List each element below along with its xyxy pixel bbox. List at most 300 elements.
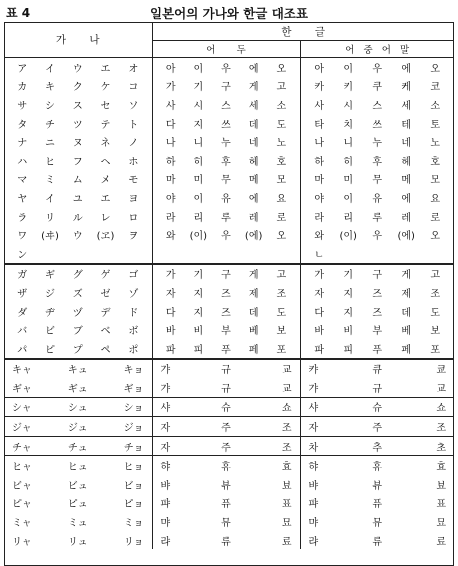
cell-char: 게 <box>401 270 412 282</box>
cell-char: 고 <box>276 82 287 94</box>
cell-char: 조 <box>281 423 292 435</box>
cell-char: キ <box>44 82 55 94</box>
cell-char: ミ <box>44 175 55 187</box>
hangul-medial-final-cell <box>300 417 454 437</box>
cell-char: 바 <box>165 326 176 338</box>
cell-char: 푸 <box>221 344 231 356</box>
hangul-initial-cell <box>152 132 300 151</box>
cell-char: 에 <box>401 193 412 205</box>
hangul-initial-cell <box>152 283 300 302</box>
cell-char: 메 <box>248 175 259 187</box>
hangul-initial-cell <box>152 207 300 226</box>
cell-char: ビョ <box>123 480 144 492</box>
table-row <box>4 225 454 244</box>
cell-char: 베 <box>248 326 259 338</box>
kana-cell <box>4 264 152 284</box>
cell-char: 루 <box>372 212 383 224</box>
cell-char: ン <box>17 249 28 261</box>
kana-cell <box>4 531 152 550</box>
table-body <box>4 58 454 550</box>
cell-char: 규 <box>221 365 231 377</box>
cell-char: ピュ <box>67 499 88 511</box>
table-row <box>4 397 454 417</box>
cell-char: 효 <box>436 462 446 474</box>
cell-char: 모 <box>430 175 441 187</box>
cell-char: 와 <box>165 231 176 243</box>
cell-char: 치 <box>343 119 354 131</box>
kana-cell <box>4 77 152 96</box>
cell-char: ミャ <box>12 518 32 530</box>
cell-char: 뷰 <box>372 480 383 492</box>
hangul-medial-final-cell <box>300 225 454 244</box>
cell-char: 히 <box>343 156 354 168</box>
cell-char: ラ <box>17 212 28 224</box>
cell-char: 퓨 <box>221 499 231 511</box>
cell-char: ペ <box>100 344 111 356</box>
cell-char: ホ <box>128 156 139 168</box>
cell-char: 후 <box>372 156 383 168</box>
cell-char: 구 <box>221 270 231 282</box>
cell-char: ユ <box>72 193 83 205</box>
cell-char: 비 <box>193 326 204 338</box>
cell-char: エ <box>100 63 111 75</box>
cell-char: ジョ <box>123 423 144 435</box>
kana-cell <box>4 151 152 170</box>
cell-char: (이) <box>339 231 357 243</box>
cell-char <box>423 246 448 261</box>
cell-char: 묘 <box>281 518 292 530</box>
table-row <box>4 114 454 133</box>
kana-cell <box>4 494 152 513</box>
cell-char: ケ <box>100 82 111 94</box>
cell-char: 샤 <box>160 403 171 415</box>
cell-char: ズ <box>72 288 83 300</box>
cell-char: 나 <box>314 138 325 150</box>
cell-char: ヘ <box>100 156 111 168</box>
cell-char: 기 <box>193 82 204 94</box>
cell-char: 햐 <box>308 462 319 474</box>
cell-char: 뮤 <box>372 518 383 530</box>
cell-char: 데 <box>401 307 412 319</box>
cell-char: 큐 <box>372 365 383 377</box>
cell-char: 료 <box>436 536 446 548</box>
cell-char: 제 <box>401 288 412 300</box>
cell-char: 헤 <box>248 156 259 168</box>
cell-char: 차 <box>308 442 319 454</box>
cell-char: リ <box>44 212 55 224</box>
table-row <box>4 339 454 359</box>
kana-cell <box>4 359 152 379</box>
cell-char: シ <box>44 100 55 112</box>
cell-char: ダ <box>17 307 28 319</box>
cell-char: 가 <box>165 82 176 94</box>
cell-char: 랴 <box>160 536 171 548</box>
cell-char: 마 <box>165 175 176 187</box>
cell-char: 사 <box>314 100 325 112</box>
hangul-initial-cell <box>152 339 300 359</box>
cell-char: 추 <box>372 442 383 454</box>
cell-char: 슈 <box>221 403 231 415</box>
cell-char: シュ <box>67 403 88 415</box>
cell-char: 즈 <box>372 288 383 300</box>
cell-char: モ <box>128 175 139 187</box>
cell-char: ビャ <box>12 480 32 492</box>
cell-char: 먀 <box>308 518 319 530</box>
cell-char: 구 <box>372 270 383 282</box>
hangul-initial-cell <box>152 58 300 77</box>
cell-char <box>336 246 361 261</box>
cell-char: 비 <box>343 326 354 338</box>
cell-char: プ <box>72 344 83 356</box>
cell-char: 자 <box>165 288 176 300</box>
cell-char: 가 <box>165 270 176 282</box>
cell-char: 니 <box>193 138 204 150</box>
cell-char: 코 <box>430 82 441 94</box>
cell-char: 자 <box>314 288 325 300</box>
cell-char: 자 <box>308 423 319 435</box>
cell-char: 지 <box>193 307 204 319</box>
kana-cell <box>4 436 152 456</box>
cell-char: ベ <box>100 326 111 338</box>
cell-char: 루 <box>221 212 231 224</box>
cell-char: 휴 <box>221 462 231 474</box>
cell-char: 오 <box>276 63 287 75</box>
cell-char: 쇼 <box>436 403 446 415</box>
cell-char: 로 <box>430 212 441 224</box>
cell-char <box>121 246 145 261</box>
cell-char: 교 <box>281 383 292 395</box>
cell-char: ヌ <box>72 138 83 150</box>
cell-char: ジュ <box>67 423 88 435</box>
table-row <box>4 132 454 151</box>
cell-char: 야 <box>314 193 325 205</box>
cell-char: ショ <box>123 403 144 415</box>
cell-char: タ <box>17 119 28 131</box>
cell-char: ノ <box>128 138 139 150</box>
hangul-initial-cell <box>152 531 300 550</box>
cell-char: ツ <box>72 119 83 131</box>
table-row <box>4 188 454 207</box>
cell-char: 와 <box>314 231 325 243</box>
hangul-medial-final-cell <box>300 475 454 494</box>
cell-char: 주 <box>221 442 231 454</box>
cell-char: ヂ <box>44 307 55 319</box>
cell-char: 오 <box>276 231 287 243</box>
cell-char: ワ <box>17 231 28 243</box>
cell-char: 데 <box>248 119 259 131</box>
cell-char: キョ <box>123 365 144 377</box>
cell-char: 갸 <box>160 365 171 377</box>
cell-char: 호 <box>276 156 287 168</box>
cell-char: 포 <box>276 344 287 356</box>
cell-char: 아 <box>314 63 325 75</box>
kana-cell <box>4 188 152 207</box>
cell-char: 요 <box>430 193 441 205</box>
hangul-initial-cell <box>152 114 300 133</box>
cell-char: 네 <box>401 138 412 150</box>
cell-char: 조 <box>430 288 441 300</box>
table-row <box>4 359 454 379</box>
cell-char: 미 <box>193 175 204 187</box>
cell-char: 갸 <box>160 383 171 395</box>
cell-char: 스 <box>221 100 231 112</box>
table-row <box>4 512 454 531</box>
cell-char: ヒュ <box>67 462 88 474</box>
table-row <box>4 170 454 189</box>
cell-char: 보 <box>276 326 287 338</box>
cell-char: 라 <box>314 212 325 224</box>
hangul-initial-cell <box>152 397 300 417</box>
cell-char: 파 <box>314 344 325 356</box>
cell-char: 로 <box>276 212 287 224</box>
cell-char: (ヱ) <box>96 231 115 243</box>
cell-char: 니 <box>343 138 354 150</box>
cell-char: 자 <box>160 423 171 435</box>
cell-char: 무 <box>221 175 231 187</box>
cell-char: 보 <box>430 326 441 338</box>
hangul-initial-cell <box>152 151 300 170</box>
cell-char: リャ <box>12 536 32 548</box>
cell-char: 뵤 <box>281 480 292 492</box>
cell-char: ゼ <box>100 288 111 300</box>
cell-char: 즈 <box>372 307 383 319</box>
cell-char: 표 <box>436 499 446 511</box>
table-row <box>4 95 454 114</box>
kana-cell <box>4 58 152 77</box>
cell-char: ザ <box>17 288 28 300</box>
cell-char: 먀 <box>160 518 171 530</box>
table-row <box>4 436 454 456</box>
hangul-initial-cell <box>152 378 300 397</box>
cell-char: 도 <box>276 307 287 319</box>
cell-char: 하 <box>165 156 176 168</box>
cell-char: ポ <box>128 344 139 356</box>
kana-cell <box>4 339 152 359</box>
cell-char: 휴 <box>372 462 383 474</box>
cell-char: 야 <box>165 193 176 205</box>
hangul-medial-final-cell <box>300 378 454 397</box>
table-row <box>4 151 454 170</box>
cell-char: 퍄 <box>160 499 171 511</box>
kana-cell <box>4 475 152 494</box>
cell-char: 유 <box>221 193 231 205</box>
cell-char: ヲ <box>128 231 139 243</box>
cell-char: 초 <box>436 442 446 454</box>
cell-char: 표 <box>281 499 292 511</box>
hangul-initial-cell <box>152 475 300 494</box>
table-row <box>4 264 454 284</box>
cell-char: カ <box>17 82 28 94</box>
cell-char: ソ <box>128 100 139 112</box>
cell-char: 샤 <box>308 403 319 415</box>
hangul-medial-final-cell <box>300 283 454 302</box>
cell-char: 뵤 <box>436 480 446 492</box>
cell-char: 케 <box>401 82 412 94</box>
cell-char: 페 <box>401 344 412 356</box>
hangul-initial-cell <box>152 417 300 437</box>
cell-char: (이) <box>189 231 208 243</box>
cell-char: 고 <box>276 270 287 282</box>
hangul-medial-final-cell <box>300 531 454 550</box>
cell-char: 기 <box>193 270 204 282</box>
cell-char: キャ <box>12 365 32 377</box>
kana-cell <box>4 95 152 114</box>
cell-char: 다 <box>314 307 325 319</box>
cell-char: 피 <box>193 344 204 356</box>
cell-char: キュ <box>67 365 88 377</box>
cell-char: ゾ <box>128 288 139 300</box>
hangul-medial-final-cell <box>300 188 454 207</box>
cell-char: ヒョ <box>123 462 144 474</box>
cell-char: 게 <box>248 270 259 282</box>
hangul-medial-final-cell <box>300 397 454 417</box>
header-word-initial: 어 두 <box>152 41 300 58</box>
hangul-initial-cell <box>152 77 300 96</box>
cell-char: チャ <box>12 442 32 454</box>
cell-char: ス <box>72 100 83 112</box>
kana-cell <box>4 378 152 397</box>
cell-char: (에) <box>397 231 415 243</box>
hangul-medial-final-cell <box>300 302 454 321</box>
cell-char: ピャ <box>12 499 32 511</box>
hangul-initial-cell <box>152 494 300 513</box>
cell-char: 쓰 <box>221 119 231 131</box>
cell-char: チョ <box>123 442 144 454</box>
cell-char: 뮤 <box>221 518 231 530</box>
cell-char: 누 <box>372 138 383 150</box>
hangul-initial-cell <box>152 512 300 531</box>
cell-char: 카 <box>314 82 325 94</box>
cell-char: 우 <box>372 231 383 243</box>
cell-char: 타 <box>314 119 325 131</box>
cell-char: ヤ <box>17 193 28 205</box>
cell-char: ギ <box>44 270 55 282</box>
hangul-medial-final-cell <box>300 494 454 513</box>
cell-char: 레 <box>401 212 412 224</box>
cell-char: 무 <box>372 175 383 187</box>
cell-char: 마 <box>314 175 325 187</box>
cell-char: ピ <box>44 344 55 356</box>
hangul-initial-cell <box>152 302 300 321</box>
hangul-initial-cell <box>152 456 300 475</box>
kana-cell <box>4 283 152 302</box>
table-title: 일본어의 가나와 한글 대조표 <box>150 6 308 21</box>
cell-char: 파 <box>165 344 176 356</box>
cell-char: 쿠 <box>372 82 383 94</box>
cell-char: 뷰 <box>221 480 231 492</box>
cell-char: メ <box>100 175 111 187</box>
cell-char: 슈 <box>372 403 383 415</box>
kana-cell <box>4 170 152 189</box>
cell-char: 사 <box>165 100 176 112</box>
cell-char: 스 <box>372 100 383 112</box>
hangul-medial-final-cell <box>300 151 454 170</box>
cell-char: 세 <box>248 100 259 112</box>
table-row <box>4 417 454 437</box>
cell-char: イ <box>44 193 55 205</box>
cell-char: 노 <box>430 138 441 150</box>
cell-char: ル <box>72 212 83 224</box>
cell-char: ロ <box>128 212 139 224</box>
cell-char: 라 <box>165 212 176 224</box>
cell-char: 에 <box>401 63 412 75</box>
table-row <box>4 207 454 226</box>
hangul-medial-final-cell <box>300 77 454 96</box>
cell-char: 모 <box>276 175 287 187</box>
cell-char: 누 <box>221 138 231 150</box>
table-row <box>4 77 454 96</box>
header-word-medial-final: 어 중 어 말 <box>300 41 454 58</box>
cell-char: ド <box>128 307 139 319</box>
cell-char: エ <box>100 193 111 205</box>
cell-char: 미 <box>343 175 354 187</box>
cell-char: 오 <box>430 63 441 75</box>
cell-char <box>365 246 390 261</box>
cell-char: ヒ <box>44 156 55 168</box>
cell-char: 규 <box>372 383 383 395</box>
cell-char: ハ <box>17 156 28 168</box>
cell-char: ヨ <box>128 193 139 205</box>
cell-char: ナ <box>17 138 28 150</box>
kana-cell <box>4 207 152 226</box>
cell-char: 묘 <box>436 518 446 530</box>
cell-char: 후 <box>221 156 231 168</box>
cell-char: 즈 <box>221 307 231 319</box>
cell-char: 노 <box>276 138 287 150</box>
kana-cell <box>4 302 152 321</box>
cell-char: 포 <box>430 344 441 356</box>
kana-cell <box>4 132 152 151</box>
kana-cell <box>4 417 152 437</box>
hangul-medial-final-cell <box>300 95 454 114</box>
cell-char: フ <box>72 156 83 168</box>
hangul-medial-final-cell <box>300 436 454 456</box>
cell-char: ム <box>72 175 83 187</box>
cell-char: 퓨 <box>372 499 383 511</box>
cell-char: 제 <box>248 288 259 300</box>
cell-char: 지 <box>193 288 204 300</box>
cell-char: 규 <box>221 383 231 395</box>
hangul-initial-cell <box>152 436 300 456</box>
hangul-medial-final-cell <box>300 58 454 77</box>
kana-cell <box>4 456 152 475</box>
cell-char: 쇼 <box>281 403 292 415</box>
cell-char: 테 <box>401 119 412 131</box>
hangul-medial-final-cell <box>300 264 454 284</box>
cell-char: マ <box>17 175 28 187</box>
table-row <box>4 531 454 550</box>
cell-char: 하 <box>314 156 325 168</box>
cell-char: 리 <box>193 212 204 224</box>
cell-char: グ <box>72 270 83 282</box>
cell-char: ㄴ <box>314 249 325 261</box>
cell-char: 구 <box>221 82 231 94</box>
hangul-medial-final-cell <box>300 170 454 189</box>
hangul-initial-cell <box>152 244 300 264</box>
cell-char <box>38 246 62 261</box>
cell-char: ピョ <box>123 499 144 511</box>
cell-char: 오 <box>430 231 441 243</box>
cell-char: 햐 <box>160 462 171 474</box>
cell-char: 호 <box>430 156 441 168</box>
cell-char: 키 <box>343 82 354 94</box>
cell-char: 히 <box>193 156 204 168</box>
cell-char: 료 <box>281 536 292 548</box>
cell-char: 헤 <box>401 156 412 168</box>
cell-char: 이 <box>193 193 204 205</box>
cell-char: 주 <box>372 423 383 435</box>
cell-char: ガ <box>17 270 28 282</box>
